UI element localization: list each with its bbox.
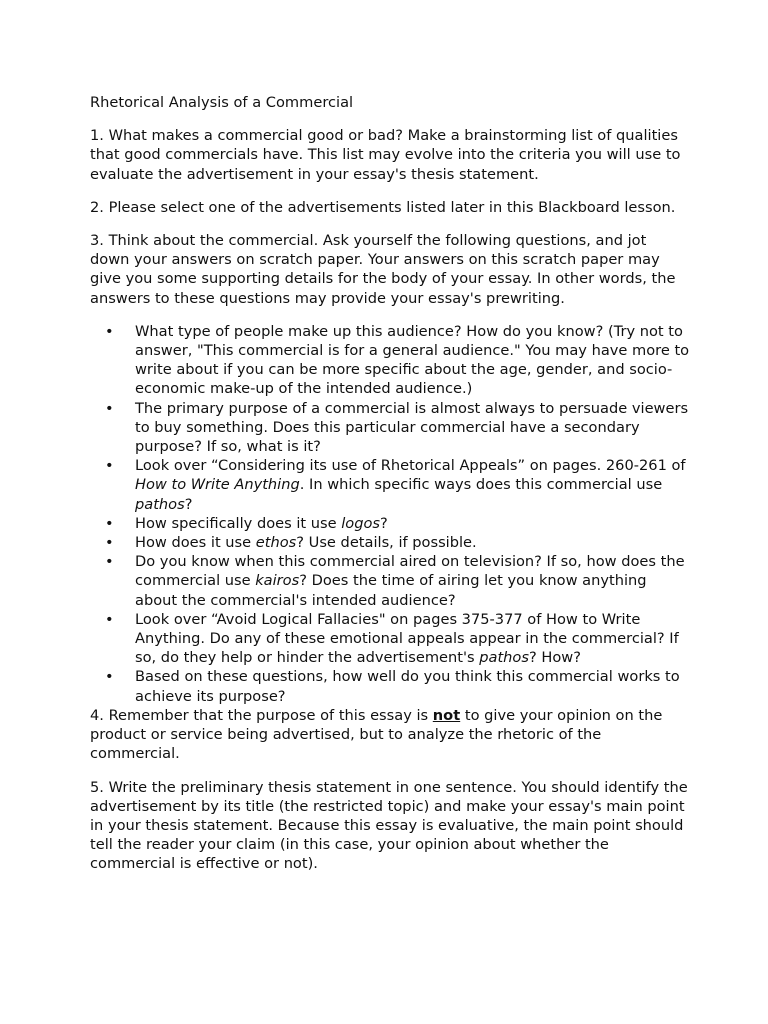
bullet-icon: • xyxy=(105,668,114,686)
term-ethos: ethos xyxy=(255,534,297,552)
term-logos: logos xyxy=(341,514,381,532)
bullet-icon: • xyxy=(105,399,114,417)
bullet-icon: • xyxy=(105,457,114,475)
term-kairos: kairos xyxy=(255,572,300,590)
step-1-paragraph: 1. What makes a commercial good or bad? Make a brainstorming list of qualities that good commercials have. This list may evolve into the criteria you will use to evaluate the advertisement in your essay's thesis statement. xyxy=(90,127,681,183)
question-logical-fallacies: Look over “Avoid Logical Fallacies" on pages 375-377 of How to Write Anything. Do any of these emotional appeals appear in the commercial? If so, do they help or hinder the advertisement's pathos? How? xyxy=(135,610,679,667)
book-title: How to Write Anything xyxy=(135,476,300,494)
question-effectiveness: Based on these questions, how well do you think this commercial works to achieve its purpose? xyxy=(135,668,680,705)
term-pathos: pathos xyxy=(135,495,185,513)
list-item xyxy=(90,322,690,399)
term-pathos: pathos xyxy=(479,649,529,667)
question-ethos: How does it use ethos? Use details, if possible. xyxy=(135,534,477,552)
bullet-icon: • xyxy=(105,514,114,532)
step-4-paragraph: 4. Remember that the purpose of this essay is not to give your opinion on the product or service being advertised, but to analyze the rhetoric of the commercial. xyxy=(90,706,663,763)
bullet-icon: • xyxy=(105,322,114,340)
list-item xyxy=(90,456,690,514)
bullet-icon: • xyxy=(105,534,114,552)
question-purpose: The primary purpose of a commercial is almost always to persuade viewers to buy something. Does this particular commercial have a secondary purpose? If so, what is it? xyxy=(135,399,689,456)
list-item xyxy=(90,533,690,552)
document-title: Rhetorical Analysis of a Commercial xyxy=(90,94,354,111)
step-5-paragraph: 5. Write the preliminary thesis statement in one sentence. You should identify the advertisement by its title (the restricted topic) and make your essay's main point in your thesis statement. Because this essay is evaluative, the main point should tell the reader your claim (in this case, your opinion about whether the commercial is effective or not). xyxy=(90,778,688,873)
list-item xyxy=(90,514,690,533)
list-item xyxy=(90,552,690,610)
step-2-paragraph: 2. Please select one of the advertisements listed later in this Blackboard lesson. xyxy=(90,198,676,216)
question-rhetorical-appeals: Look over “Considering its use of Rhetorical Appeals” on pages. 260-261 of How to Write Anything. In which specific ways does this commercial use pathos? xyxy=(135,457,686,513)
bullet-icon: • xyxy=(105,610,114,628)
list-item xyxy=(90,667,690,705)
bullet-icon: • xyxy=(105,553,114,571)
question-list xyxy=(90,322,690,706)
emphasis-not: not xyxy=(432,706,461,724)
document-body xyxy=(90,93,690,888)
question-logos: How specifically does it use logos? xyxy=(135,514,388,532)
question-audience: What type of people make up this audience? How do you know? (Try not to answer, "This commercial is for a general audience." You may have more to write about if you can be more specific about the age, gender, and socio-economic make-up of the intended audience.) xyxy=(135,322,690,398)
question-kairos: Do you know when this commercial aired on television? If so, how does the commercial use kairos? Does the time of airing let you know anything about the commercial's intended audience? xyxy=(135,553,685,609)
list-item xyxy=(90,610,690,668)
list-item xyxy=(90,399,690,457)
step-3-paragraph: 3. Think about the commercial. Ask yourself the following questions, and jot down your answers on scratch paper. Your answers on this scratch paper may give you some supporting details for the body of your essay. In other words, the answers to these questions may provide your essay's prewriting. xyxy=(90,232,676,307)
